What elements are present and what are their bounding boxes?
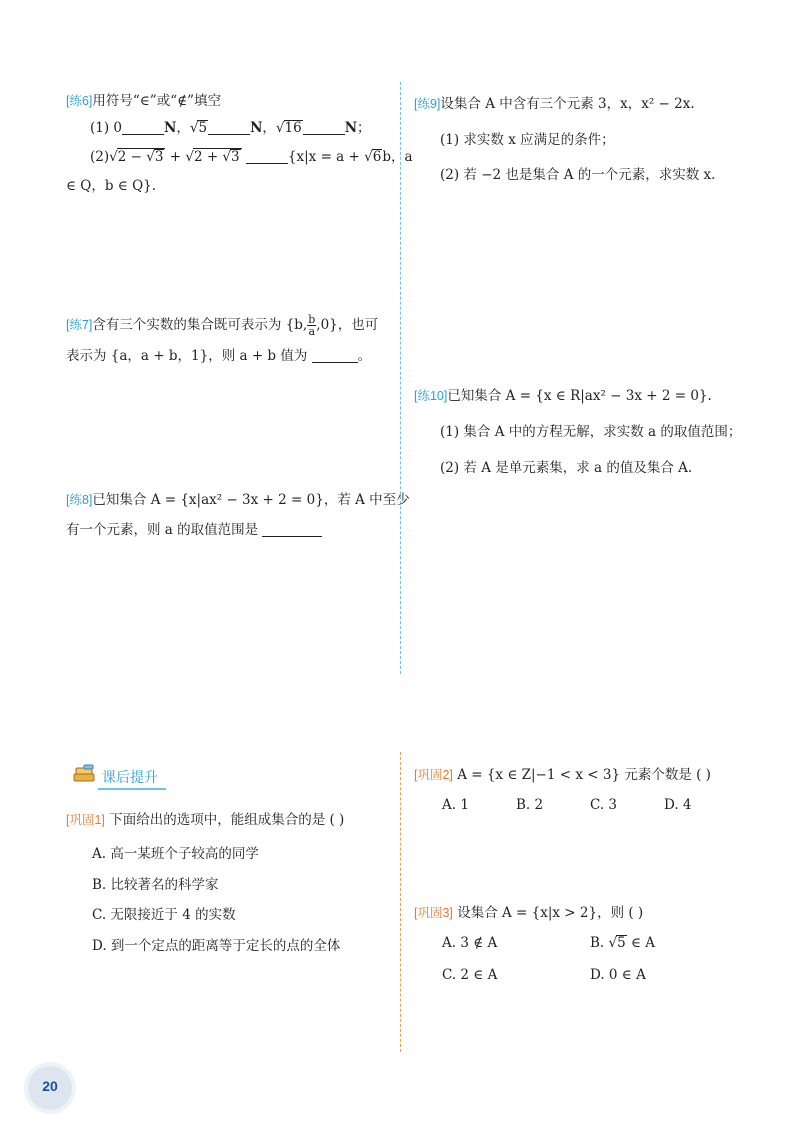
consolidation-1-stem: [巩固1] 下面给出的选项中，能组成集合的是 ( ) — [66, 812, 345, 828]
consolidation-3-option-d: D. 0 ∈ A — [590, 967, 646, 983]
exercise-8-tag: [练8] — [66, 493, 93, 507]
column-divider-bottom — [400, 752, 401, 1052]
exercise-10-stem: [练10]已知集合 A = {x ∈ R|ax² − 3x + 2 = 0}. — [414, 388, 712, 404]
page-number: 20 — [42, 1078, 58, 1094]
exercise-10-tag: [练10] — [414, 389, 448, 403]
consolidation-1-tag: [巩固1] — [66, 813, 105, 827]
consolidation-3-tag: [巩固3] — [414, 906, 453, 920]
consolidation-3-option-c: C. 2 ∈ A — [442, 967, 498, 983]
exercise-8-line2: 有一个元素，则 a 的取值范围是 — [66, 518, 322, 538]
exercise-6-stem: [练6]用符号“∈”或“∉”填空 — [66, 93, 221, 109]
page-number-badge — [28, 1066, 72, 1110]
consolidation-2-option-b: B. 2 — [516, 797, 544, 813]
exercise-9-q1: (1) 求实数 x 应满足的条件； — [440, 132, 615, 148]
exercise-10-q1: (1) 集合 A 中的方程无解，求实数 a 的取值范围； — [440, 424, 742, 440]
exercise-7-line1: [练7]含有三个实数的集合既可表示为 {b, $\frac{b}{a}$ ,0}，也可 — [66, 313, 379, 338]
fraction-b-over-a: $\frac{b}{a}$ — [308, 313, 316, 338]
exercise-6-part2: (2)√2 − √3 + √2 + √3 {x|x = a + √6b，a — [90, 149, 413, 165]
books-icon — [72, 764, 98, 788]
consolidation-3-stem: [巩固3] 设集合 A = {x|x > 2}，则 ( ) — [414, 905, 644, 921]
consolidation-3-option-b: B. √5 ∈ A — [590, 935, 656, 951]
exercise-6-part1: (1) 0 N，√5 N，√16 N； — [90, 120, 371, 136]
exercise-9-q2: (2) 若 −2 也是集合 A 的一个元素，求实数 x. — [440, 167, 716, 183]
consolidation-2-stem: [巩固2] A = {x ∈ Z|−1 < x < 3} 元素个数是 ( ) — [414, 767, 711, 783]
consolidation-2-option-d: D. 4 — [664, 797, 692, 813]
consolidation-2-tag: [巩固2] — [414, 768, 453, 782]
consolidation-1-option-a: A. 高一某班个子较高的同学 — [92, 846, 259, 862]
exercise-9-tag: [练9] — [414, 97, 441, 111]
exercise-7-line2: 表示为 {a，a + b，1}，则 a + b 值为 。 — [66, 348, 372, 364]
column-divider-top — [400, 82, 401, 674]
section-title: 课后提升 — [102, 769, 158, 785]
exercise-9-stem: [练9]设集合 A 中含有三个元素 3，x，x² − 2x. — [414, 96, 695, 112]
exercise-8-line1: [练8]已知集合 A = {x|ax² − 3x + 2 = 0}，若 A 中至少 — [66, 492, 410, 508]
consolidation-1-option-c: C. 无限接近于 4 的实数 — [92, 907, 236, 923]
section-title-underline — [98, 788, 166, 790]
consolidation-3-option-a: A. 3 ∉ A — [442, 935, 498, 951]
exercise-6-part2-cont: ∈ Q，b ∈ Q}. — [66, 178, 157, 194]
consolidation-2-option-c: C. 3 — [590, 797, 618, 813]
exercise-10-q2: (2) 若 A 是单元素集，求 a 的值及集合 A. — [440, 460, 693, 476]
consolidation-2-option-a: A. 1 — [442, 797, 469, 813]
exercise-7-tag: [练7] — [66, 318, 93, 332]
consolidation-1-option-d: D. 到一个定点的距离等于定长的点的全体 — [92, 938, 341, 954]
exercise-6-tag: [练6] — [66, 94, 93, 108]
consolidation-1-option-b: B. 比较著名的科学家 — [92, 877, 219, 893]
